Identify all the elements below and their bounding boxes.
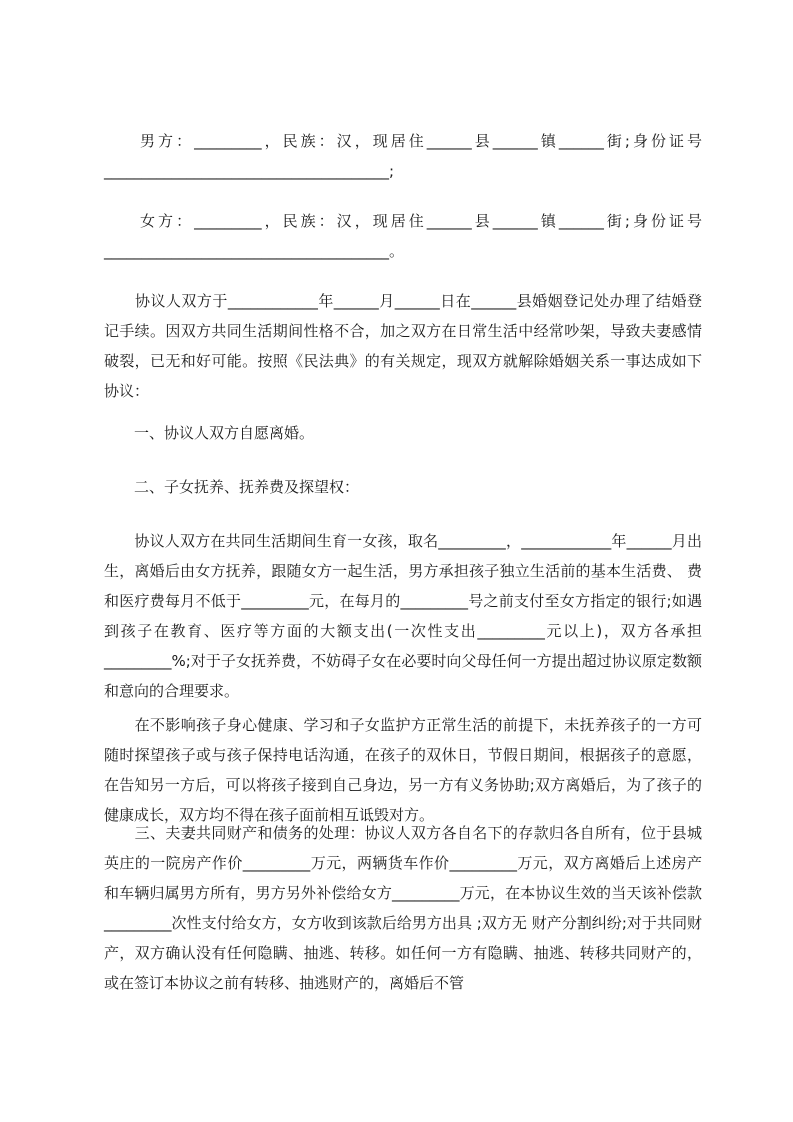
paragraph-agreement-intro: 协议人双方于____________年______月______日在______县婚姻登记处办理了结婚登记手续。因双方共同生活期间性格不合，加之双方在日常生活中经常吵架，导致夫妻感情破裂，已无和好可能。按照《民法典》的有关规定，现双方就解除婚姻关系一事达成如下协议： [104, 292, 702, 400]
paragraph-wife-info: 女方：_________，民族：汉，现居住______县______镇______街;身份证号______________________________________。 [104, 212, 702, 260]
clause-three-property: 三、夫妻共同财产和债务的处理：协议人双方各自名下的存款归各自所有，位于县城英庄的一院房产作价_________万元，两辆货车作价_________万元，双方离婚后上述房产和车辆归属男方所有，男方另外补偿给女方_________万元，在本协议生效的当天该补偿款_________次性支付给女方，女方收到该款后给男方出具 ;双方无 财产分割纠纷;对于共同财产，双方确认没有任何隐瞒、抽逃、转移。如任何一方有隐瞒、抽逃、转移共同财产的，或在签订本协议之前有转移、抽逃财产的，离婚后不管 [104, 824, 702, 992]
clause-two-heading: 二、子女抚养、抚养费及探望权： [104, 478, 360, 496]
clause-one-heading: 一、协议人双方自愿离婚。 [104, 424, 315, 442]
paragraph-visitation: 在不影响孩子身心健康、学习和子女监护方正常生活的前提下，未抚养孩子的一方可随时探望孩子或与孩子保持电话沟通，在孩子的双休日，节假日期间，根据孩子的意愿，在告知另一方后，可以将孩子接到自己身边，另一方有义务协助;双方离婚后，为了孩子的健康成长，双方均不得在孩子面前相互诋毁对方。 [104, 716, 702, 824]
paragraph-child-support: 协议人双方在共同生活期间生育一女孩，取名_________，____________年______月出生，离婚后由女方抚养，跟随女方一起生活，男方承担孩子独立生活前的基本生活费、 费和医疗费每月不低于_________元，在每月的_________号之前支付至女方指定的银行;如遇到孩子在教育、医疗等方面的大额支出(一次性支出_________元以上)，双方各承担_________%;对于子女抚养费，不妨碍子女在必要时向父母任何一方提出超过协议原定数额和意向的合理要求。 [104, 532, 702, 700]
paragraph-husband-info: 男方：_________，民族：汉，现居住______县______镇______街;身份证号______________________________________; [104, 132, 702, 180]
